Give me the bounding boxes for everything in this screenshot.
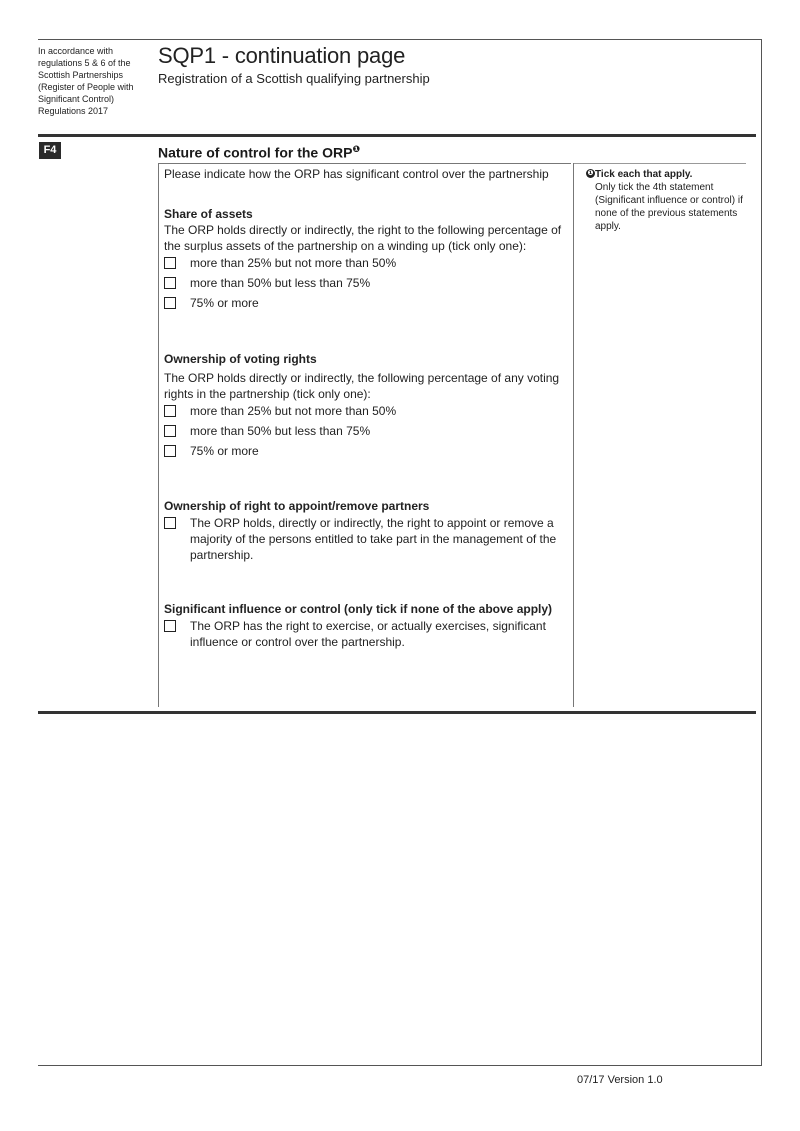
checkbox[interactable]	[164, 445, 176, 457]
page-title: SQP1 - continuation page	[158, 43, 406, 68]
control-form	[164, 166, 564, 650]
share-assets-text: The ORP holds directly or indirectly, the right to the following percentage of the surplus assets of the partnership on a winding up (tick only one):	[164, 223, 562, 253]
section-badge: F4	[39, 142, 61, 159]
share-assets-option-3[interactable]	[164, 295, 564, 314]
significant-influence-option[interactable]	[164, 618, 564, 650]
voting-rights-heading: Ownership of voting rights	[164, 352, 317, 366]
option-label: more than 50% but less than 75%	[190, 276, 371, 290]
section-title-text: Nature of control for the ORP	[158, 144, 353, 161]
checkbox[interactable]	[164, 620, 176, 632]
voting-rights-option-3[interactable]	[164, 443, 564, 462]
main-box-top-rule	[158, 163, 571, 164]
section-title	[158, 139, 360, 163]
checkbox[interactable]	[164, 517, 176, 529]
version-footer: 07/17 Version 1.0	[577, 1074, 663, 1086]
option-label: 75% or more	[190, 296, 259, 310]
share-assets-option-1[interactable]	[164, 255, 564, 274]
share-assets-option-2[interactable]	[164, 275, 564, 294]
checkbox[interactable]	[164, 297, 176, 309]
checkbox[interactable]	[164, 405, 176, 417]
side-box-top-rule	[574, 163, 746, 164]
main-box-left-border	[158, 163, 159, 707]
voting-rights-text: The ORP holds directly or indirectly, the following percentage of any voting rights in the partnership (tick only one):	[164, 371, 560, 401]
appoint-remove-heading: Ownership of right to appoint/remove partners	[164, 499, 430, 513]
page-subtitle: Registration of a Scottish qualifying partnership	[158, 71, 430, 86]
side-note	[587, 168, 747, 233]
option-label: The ORP holds, directly or indirectly, the right to appoint or remove a majority of the persons entitled to take part in the management of the partnership.	[190, 516, 557, 562]
share-assets-heading: Share of assets	[164, 207, 253, 221]
voting-rights-option-2[interactable]	[164, 423, 564, 442]
option-label: 75% or more	[190, 444, 259, 458]
info-marker-icon: ❶	[352, 144, 361, 154]
top-rule	[38, 39, 762, 40]
section-top-rule	[38, 134, 756, 137]
right-border	[761, 39, 762, 1066]
appoint-remove-option[interactable]	[164, 515, 564, 563]
option-label: The ORP has the right to exercise, or actually exercises, significant influence or control over the partnership.	[190, 619, 546, 649]
side-note-body: Only tick the 4th statement (Significant influence or control) if none of the previous statements apply.	[595, 182, 743, 232]
checkbox[interactable]	[164, 277, 176, 289]
info-icon: ❶	[587, 170, 594, 177]
checkbox[interactable]	[164, 257, 176, 269]
section-bottom-rule	[38, 711, 756, 714]
option-label: more than 50% but less than 75%	[190, 424, 371, 438]
main-box-right-border	[573, 163, 574, 707]
checkbox[interactable]	[164, 425, 176, 437]
page-bottom-rule	[38, 1065, 762, 1066]
regulations-note: In accordance with regulations 5 & 6 of the Scottish Partnerships (Register of People with Significant Control) Regulations 2017	[38, 46, 134, 116]
option-label: more than 25% but not more than 50%	[190, 404, 397, 418]
side-note-heading: Tick each that apply.	[595, 169, 693, 180]
significant-influence-heading: Significant influence or control (only tick if none of the above apply)	[164, 602, 553, 616]
voting-rights-option-1[interactable]	[164, 403, 564, 422]
intro-text: Please indicate how the ORP has significant control over the partnership	[164, 167, 549, 181]
option-label: more than 25% but not more than 50%	[190, 256, 397, 270]
